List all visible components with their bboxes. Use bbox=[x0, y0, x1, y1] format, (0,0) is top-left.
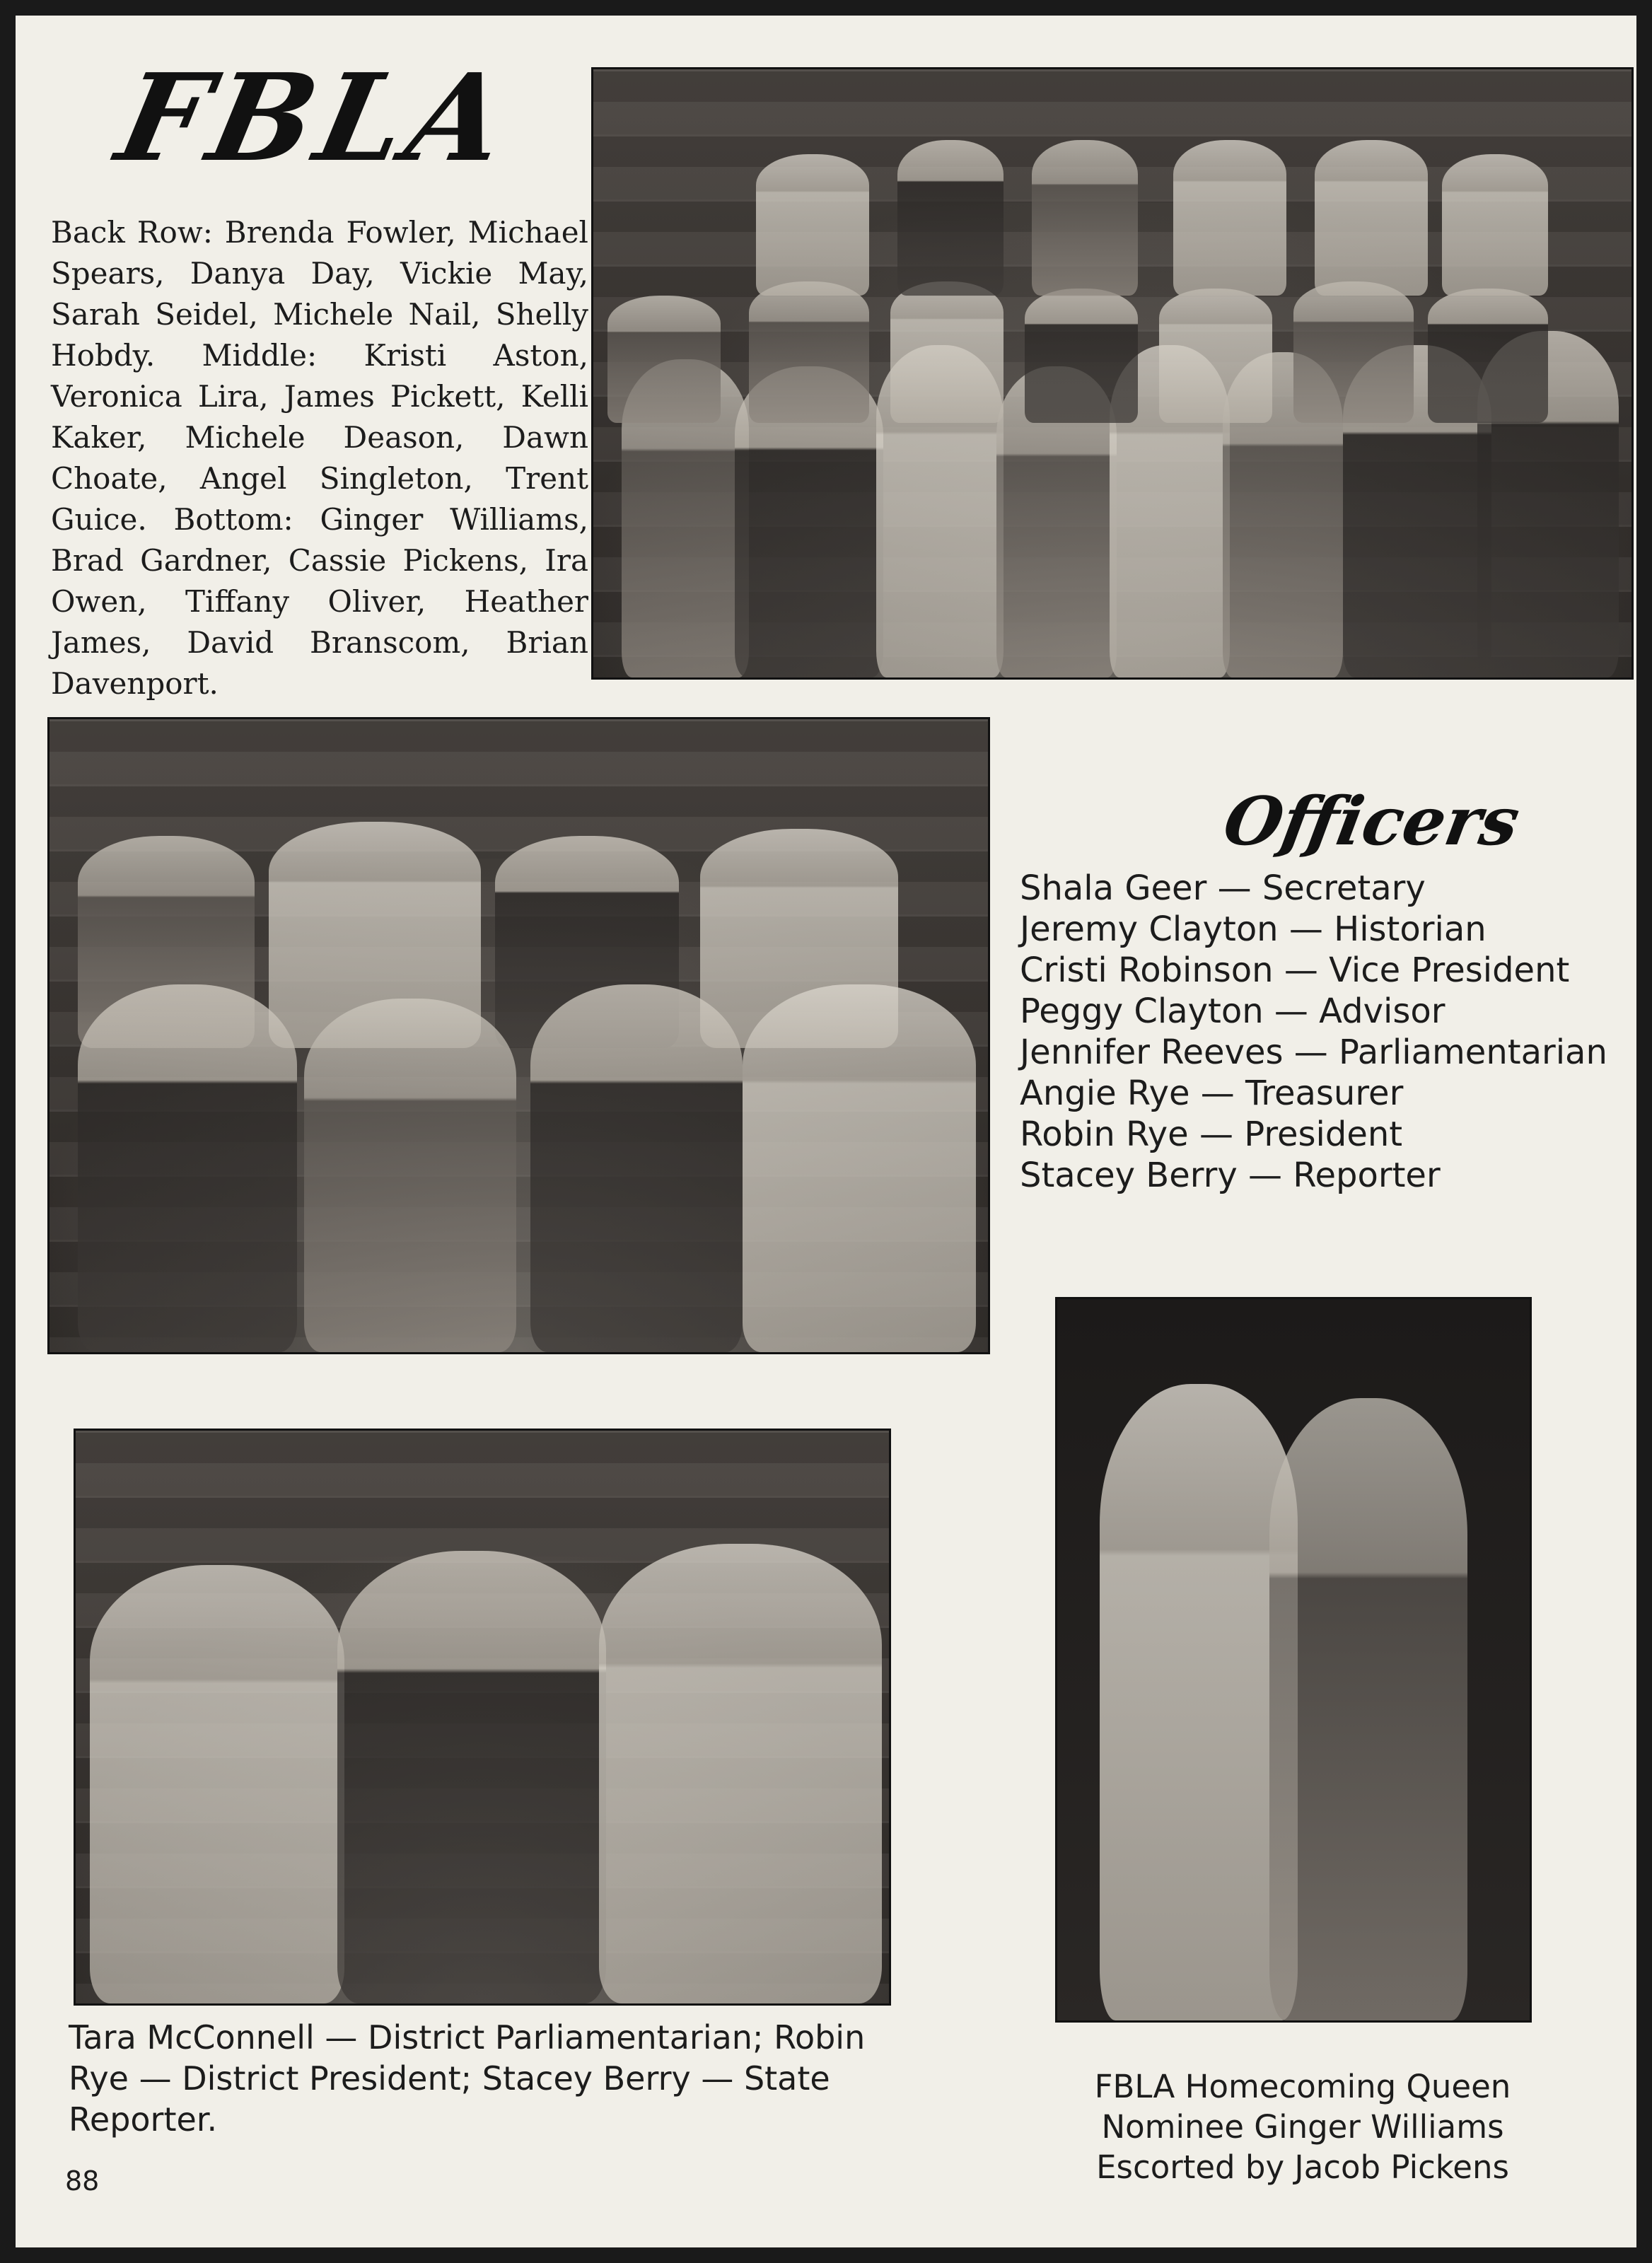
officer-item: Cristi Robinson — Vice President bbox=[1020, 950, 1570, 990]
group-photo-caption: Back Row: Brenda Fowler, Michael Spears, Danya Day, Vickie May, Sarah Seidel, Michele Nail, Shelly Hobdy. Middle: Kristi Aston, Veronica Lira, James Pickett, Kelli Kaker, Michele Deason, Dawn Choate, Angel Singleton, Trent Guice. Bottom: Ginger Williams, Brad Gardner, Cassie Pickens, Ira Owen, Tiffany Oliver, Heather James, David Branscom, Brian Davenport. bbox=[51, 215, 588, 701]
officer-item: Angie Rye — Treasurer bbox=[1020, 1074, 1404, 1113]
group-photo bbox=[591, 67, 1634, 680]
yearbook-page bbox=[16, 16, 1636, 2247]
officer-item: Peggy Clayton — Advisor bbox=[1020, 991, 1446, 1031]
officers-heading: Officers bbox=[1218, 783, 1525, 861]
officer-item: Robin Rye — President bbox=[1020, 1115, 1403, 1154]
officers-list bbox=[1020, 868, 1628, 1196]
page-number: 88 bbox=[65, 2165, 100, 2197]
officer-item: Jennifer Reeves — Parliamentarian bbox=[1020, 1032, 1607, 1072]
officer-item: Stacey Berry — Reporter bbox=[1020, 1156, 1441, 1195]
officer-item: Shala Geer — Secretary bbox=[1020, 868, 1426, 908]
page-title: FBLA bbox=[106, 47, 525, 189]
district-photo-caption: Tara McConnell — District Parliamentarian; Robin Rye — District President; Stacey Berry — State Reporter. bbox=[69, 2018, 866, 2139]
homecoming-caption-line: Escorted by Jacob Pickens bbox=[1096, 2148, 1509, 2186]
homecoming-photo bbox=[1055, 1297, 1532, 2023]
district-officers-photo bbox=[74, 1429, 891, 2006]
homecoming-caption-line: FBLA Homecoming Queen bbox=[1094, 2068, 1511, 2105]
officer-item: Jeremy Clayton — Historian bbox=[1020, 909, 1487, 949]
officers-photo bbox=[47, 717, 990, 1354]
homecoming-caption-line: Nominee Ginger Williams bbox=[1101, 2108, 1504, 2146]
homecoming-photo-caption bbox=[1034, 2066, 1571, 2187]
